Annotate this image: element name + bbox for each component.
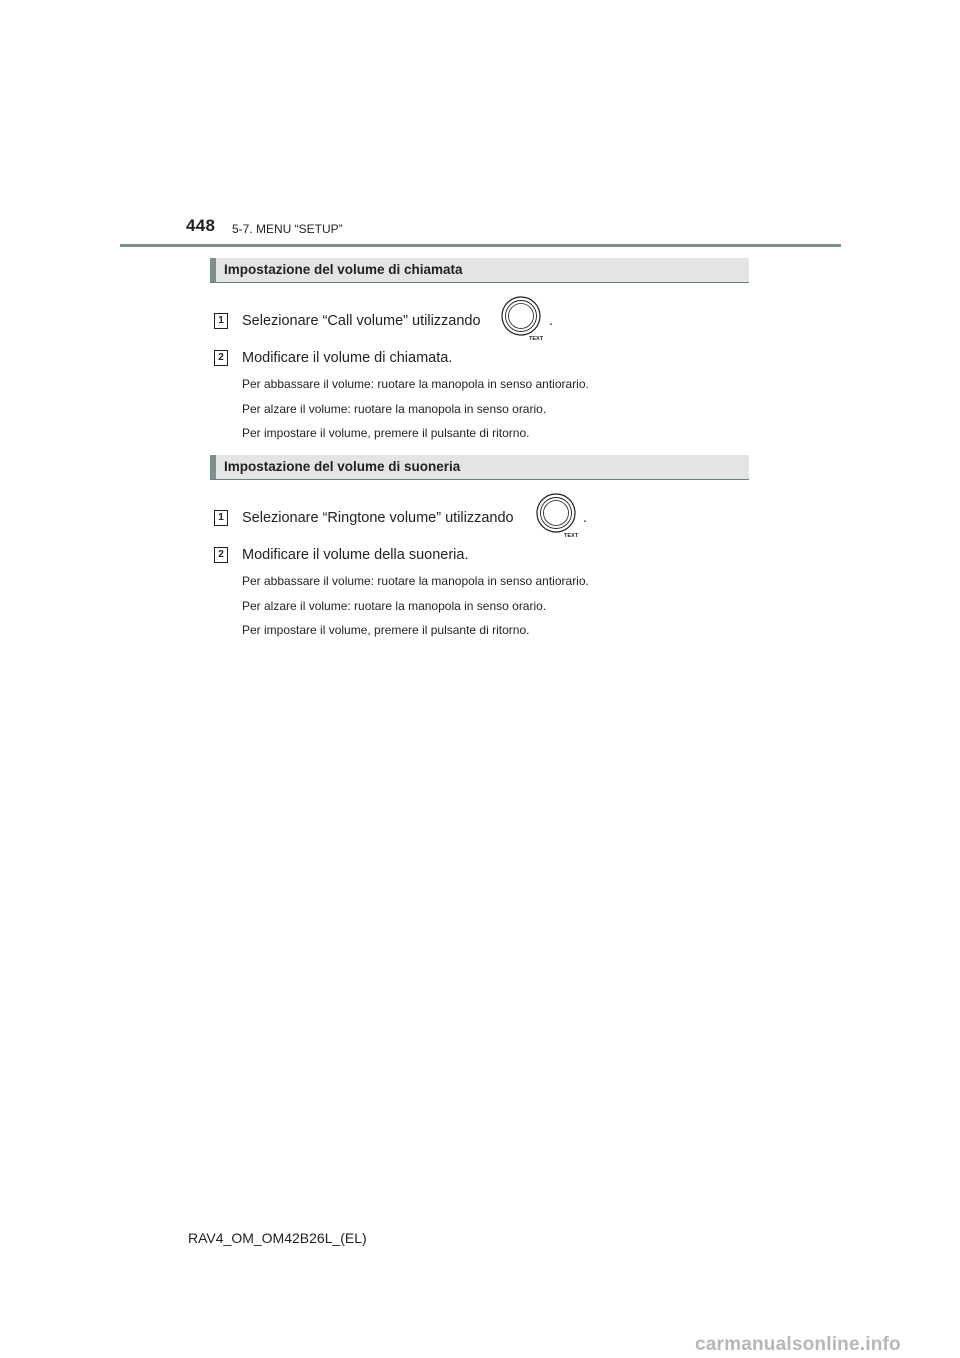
step-text-1: Selezionare “Ringtone volume” utilizzando	[242, 510, 514, 526]
step-number-1: 1	[214, 510, 228, 526]
step-text-2: Modificare il volume di chiamata.	[242, 350, 453, 366]
note-line: Per abbassare il volume: ruotare la manopola in senso antiorario.	[242, 377, 589, 391]
note-line: Per impostare il volume, premere il pulsante di ritorno.	[242, 426, 530, 440]
section-header-accent	[210, 258, 216, 282]
section-header-ringtone-volume	[210, 455, 749, 480]
chapter-title: 5-7. MENU “SETUP”	[232, 222, 343, 236]
document-code: RAV4_OM_OM42B26L_(EL)	[188, 1230, 367, 1246]
watermark: carmanualsonline.info	[695, 1334, 901, 1355]
header-divider	[120, 244, 841, 247]
step-text-2: Modificare il volume della suoneria.	[242, 547, 469, 563]
page-number: 448	[186, 216, 216, 235]
note-line: Per impostare il volume, premere il pulsante di ritorno.	[242, 623, 530, 637]
text-knob-icon	[535, 493, 583, 539]
step-number-2: 2	[214, 350, 228, 366]
section-header-call-volume	[210, 258, 749, 283]
section-header-accent	[210, 455, 216, 479]
section-title: Impostazione del volume di chiamata	[224, 262, 463, 277]
knob-label: TEXT	[564, 533, 579, 539]
note-line: Per alzare il volume: ruotare la manopola in senso orario.	[242, 402, 547, 416]
step-number-2: 2	[214, 547, 228, 563]
note-line: Per alzare il volume: ruotare la manopola in senso orario.	[242, 599, 547, 613]
step-trailing: .	[583, 510, 588, 526]
step-trailing: .	[549, 313, 554, 329]
text-knob-icon	[500, 296, 548, 342]
knob-label: TEXT	[529, 336, 544, 342]
note-line: Per abbassare il volume: ruotare la manopola in senso antiorario.	[242, 574, 589, 588]
section-title: Impostazione del volume di suoneria	[224, 459, 461, 474]
step-number-1: 1	[214, 313, 228, 329]
step-text-1: Selezionare “Call volume” utilizzando	[242, 313, 481, 329]
